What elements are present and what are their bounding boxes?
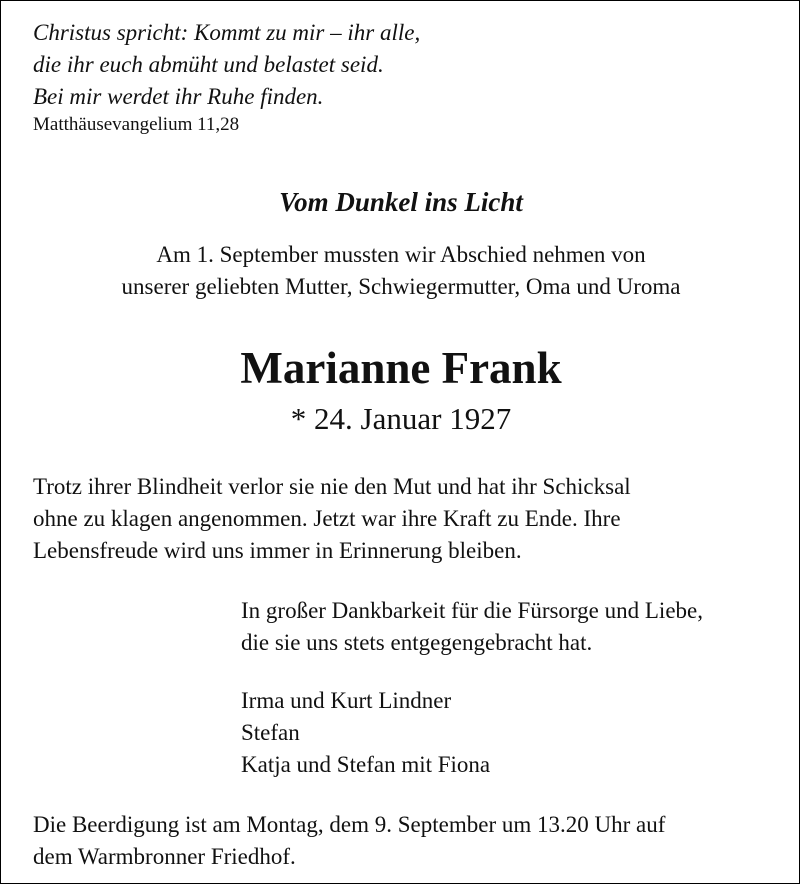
quote-line: Christus spricht: Kommt zu mir – ihr alle, [33, 20, 421, 45]
tribute-paragraph [33, 471, 631, 567]
intro-line: unserer geliebten Mutter, Schwiegermutter, Oma und Uroma [121, 274, 681, 299]
intro-line: Am 1. September mussten wir Abschied nehmen von [156, 242, 646, 267]
family-line: Stefan [241, 720, 300, 745]
family-line: Katja und Stefan mit Fiona [241, 752, 491, 777]
bible-quote [33, 17, 420, 137]
family-line: Irma und Kurt Lindner [241, 688, 452, 713]
intro-text [1, 239, 800, 303]
funeral-line: dem Warmbronner Friedhof. [33, 844, 296, 869]
thanks-line: die sie uns stets entgegengebracht hat. [241, 630, 593, 655]
quote-source: Matthäusevangelium 11,28 [33, 114, 240, 135]
tribute-line: ohne zu klagen angenommen. Jetzt war ihre Kraft zu Ende. Ihre [33, 506, 621, 531]
tribute-line: Trotz ihrer Blindheit verlor sie nie den Mut und hat ihr Schicksal [33, 474, 631, 499]
funeral-notice [33, 809, 665, 873]
thanks-text [241, 595, 703, 659]
heading: Vom Dunkel ins Licht [279, 187, 523, 217]
family-names [241, 685, 490, 781]
thanks-line: In großer Dankbarkeit für die Fürsorge und Liebe, [241, 598, 703, 623]
birth-date: * 24. Januar 1927 [290, 401, 512, 436]
deceased-name: Marianne Frank [240, 343, 562, 393]
tribute-line: Lebensfreude wird uns immer in Erinnerung bleiben. [33, 538, 522, 563]
quote-line: Bei mir werdet ihr Ruhe finden. [33, 84, 324, 109]
quote-line: die ihr euch abmüht und belastet seid. [33, 52, 384, 77]
funeral-line: Die Beerdigung ist am Montag, dem 9. September um 13.20 Uhr auf [33, 812, 666, 837]
